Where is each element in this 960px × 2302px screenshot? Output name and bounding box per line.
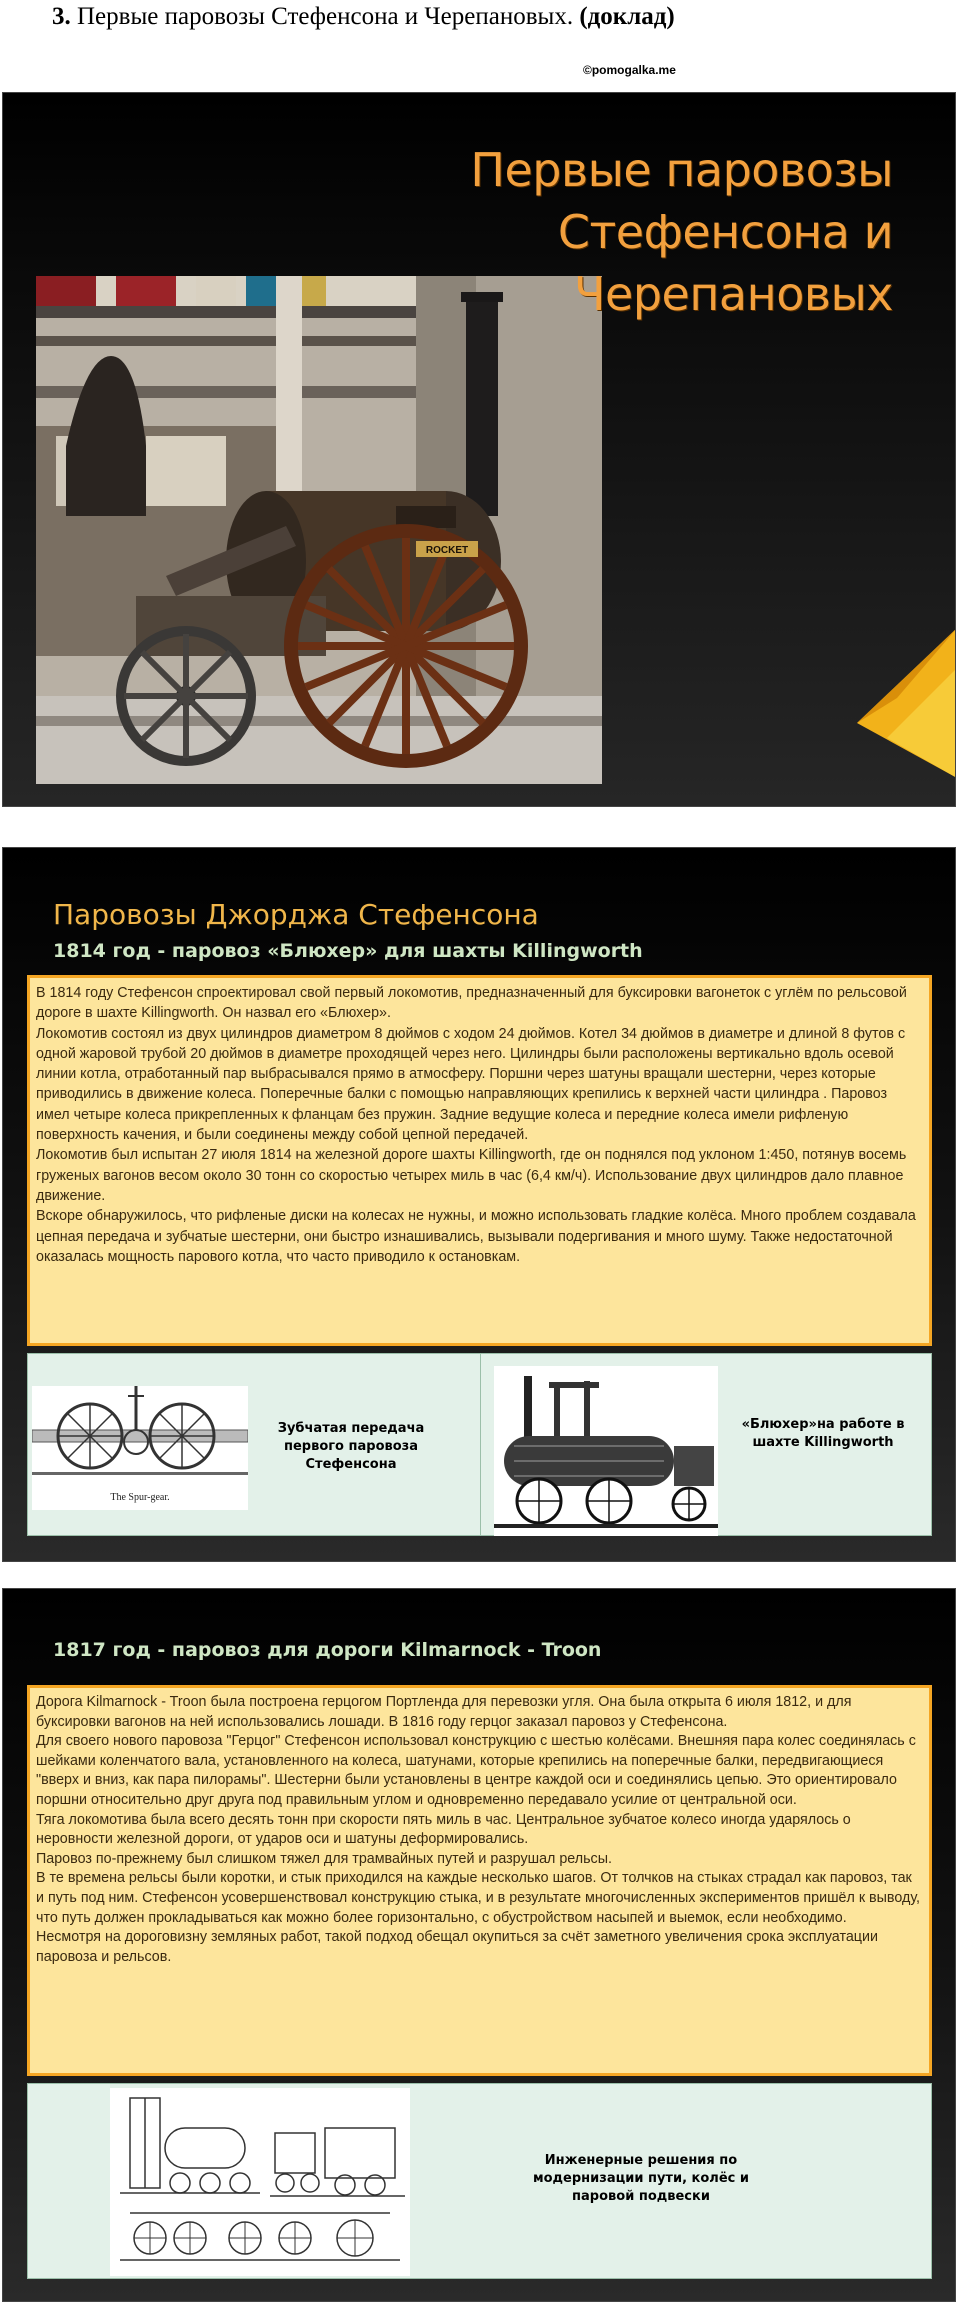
corner-accent	[837, 628, 956, 778]
title-line-2: Стефенсона и	[557, 205, 893, 259]
paragraph: Несмотря на дороговизну земляных работ, такой подход обещал окупиться за счёт заметного увеличения срока эксплуатации паровоза и рельсов.	[36, 1929, 878, 1965]
paragraph: Локомотив был испытан 27 июля 1814 на железной дороге шахты Killingworth, где он поднялся под уклоном 1:450, потянув восемь груженых вагонов весом около 30 тонн со скоростью четырех миль в час (6,4 км/ч). Использование двух цилиндров дало плавное движение.	[36, 1147, 907, 1204]
paragraph: В те времена рельсы были коротки, и стык приходился на каждые несколько шагов. От толчков на стыках страдал как паровоз, так и путь под ним. Стефенсон усовершенствовал конструкцию стыка, и в результате многочисленных экспериментов пришёл к выводу, что путь должен прокладываться как можно более горизонтально, с обустройством насыпей и выемок, если необходимо.	[36, 1870, 921, 1926]
slide-title-text	[353, 139, 893, 325]
paragraph: Паровоз по-прежнему был слишком тяжел для трамвайных путей и разрушал рельсы.	[36, 1850, 612, 1867]
question-number: 3.	[52, 3, 71, 30]
title-line-1: Первые паровозы	[470, 143, 893, 197]
heading-title: Первые паровозы Стефенсона и Черепановых.	[77, 3, 574, 30]
slide-subtitle: 1817 год - паровоз для дороги Kilmarnock - Troon	[53, 1639, 602, 1661]
paragraph: Тяга локомотива была всего десять тонн при скорости пять миль в час. Центральное зубчатое колесо иногда ударялось о неровности железной дороги, от ударов оси и шатуны деформировались.	[36, 1811, 851, 1848]
engineering-drawings	[110, 2088, 410, 2276]
figures-panel	[27, 1353, 932, 1536]
slide-stephenson	[2, 847, 956, 1562]
paragraph: Локомотив состоял из двух цилиндров диаметром 8 дюймов с ходом 24 дюймов. Котел 34 дюймов в диаметре и длиной 8 футов с одной жаровой трубой 20 дюймов в диаметре проходящей через него. Цилиндры были расположены вертикально вдоль осевой линии котла, отработанный пар выбрасывался прямо в атмосферу. Поршни через шатуны вращали шестерни, через которые приводились в движение колеса. Поперечные балки с помощью направляющих крепились к верхней части цилиндра . Паровоз имел четыре колеса прикрепленных к фланцам без пружин. Задние ведущие колеса и передние колеса имели рифленую поверхность качения, и были соединены между собой цепной передачей.	[36, 1025, 906, 1144]
figures-panel	[27, 2083, 932, 2279]
slide-subtitle: 1814 год - паровоз «Блюхер» для шахты Killingworth	[53, 940, 643, 962]
paragraph: Вскоре обнаружилось, что рифленые диски на колесах не нужны, и можно использовать гладкие колёса. Много проблем создавала цепная передача и зубчатые шестерни, они быстро изнашивались, вызывали подергивания и много шуму. Также недостаточной оказалась мощность парового котла, что часто приводило к остановкам.	[36, 1208, 916, 1265]
panel-divider	[480, 1354, 481, 1535]
title-line-3: Черепановых	[574, 267, 893, 321]
heading-tag: (доклад)	[579, 3, 675, 30]
page-heading	[52, 0, 932, 36]
caption-engineering: Инженерные решения по модернизации пути, колёс и паровой подвески	[533, 2153, 749, 2204]
text-box	[27, 975, 932, 1346]
slide-title	[2, 92, 956, 807]
caption-blucher: «Блюхер»на работе в шахте Killingworth	[741, 1417, 905, 1450]
drawing-label: The Spur-gear.	[110, 1492, 170, 1503]
caption-spur-gear: Зубчатая передача первого паровоза Стефенсона	[277, 1421, 425, 1472]
watermark: ©pomogalka.me	[583, 63, 676, 77]
blucher-locomotive-drawing	[494, 1366, 718, 1536]
paragraph: Дорога Kilmarnock - Troon была построена герцогом Портленда для перевозки угля. Она была открыта 6 июля 1812, и для буксировки вагонов на ней использовались лошади. В 1816 году герцог заказал паровоз у Стефенсона.	[36, 1694, 852, 1730]
text-box	[27, 1685, 932, 2076]
slide-kilmarnock	[2, 1588, 956, 2302]
nameplate-text: ROCKET	[425, 545, 469, 556]
paragraph: Для своего нового паровоза "Герцог" Стефенсон использовал конструкцию с шестью колёсами. Внешняя пара колес соединялась с шейками коленчатого вала, установленного на колеса, шатунами, которые крепились на поперечные балки, передвигающиеся "вверх и вниз, как пара пилорамы". Шестерни были установлены в центре каждой оси и соединялись цепью. Это ориентировало поршни относительно друг друга под правильным углом и одновременно передавало усилие от центральной оси.	[36, 1733, 916, 1808]
paragraph: В 1814 году Стефенсон спроектировал свой первый локомотив, предназначенный для буксировки вагонеток с углём по рельсовой дороге в шахте Killingworth. Он назвал его «Блюхер».	[36, 985, 907, 1022]
rocket-locomotive-photo	[36, 276, 602, 784]
spur-gear-drawing	[32, 1386, 248, 1510]
slide-title: Паровозы Джорджа Стефенсона	[53, 898, 539, 931]
